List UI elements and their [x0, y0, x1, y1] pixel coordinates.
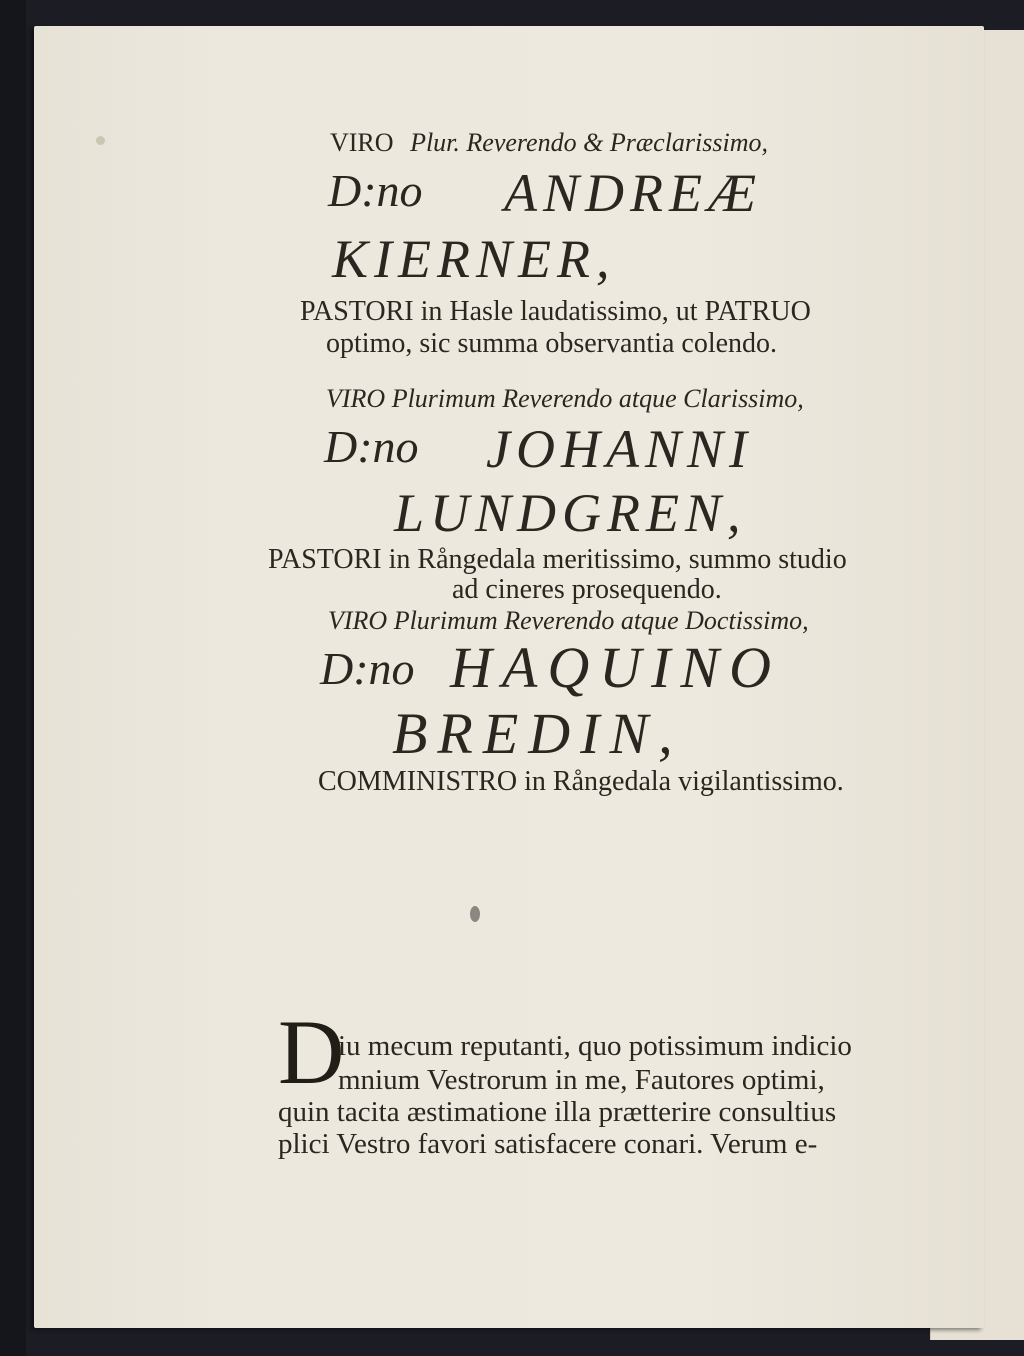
- dedication-2-title: VIRO Plurimum Reverendo atque Clarissimo,: [326, 384, 804, 413]
- drop-cap: D: [278, 1001, 345, 1103]
- dedication-1-role-line2: optimo, sic summa observantia colendo.: [326, 328, 778, 359]
- page-text: [34, 26, 984, 1328]
- dedication-3-name-first: HAQUINO: [450, 635, 781, 700]
- body-line-3: quin tacita æstimatione illa prætterire consultius: [278, 1096, 837, 1128]
- dedication-2-dno: D:no: [324, 421, 419, 472]
- dedication-2-name-first: JOHANNI: [486, 419, 753, 479]
- ink-stain: [470, 906, 480, 922]
- dedication-3-name-last: BREDIN,: [392, 701, 683, 766]
- dedication-3-title: VIRO Plurimum Reverendo atque Doctissimo,: [328, 606, 809, 635]
- dedication-3-role-line1: COMMINISTRO in Rångedala vigilantissimo.: [318, 766, 844, 797]
- dedication-1-role-line1: PASTORI in Hasle laudatissimo, ut PATRUO: [300, 296, 811, 327]
- dedication-1-title: Plur. Reverendo & Præclarissimo,: [410, 128, 769, 157]
- viro-label: VIRO: [330, 128, 394, 157]
- dedication-2-name-last: LUNDGREN,: [394, 483, 747, 543]
- paper-stain: [96, 136, 105, 145]
- dedication-1-intro: [330, 128, 768, 158]
- book-page: [34, 26, 984, 1328]
- dedication-2-role-line1: PASTORI in Rångedala meritissimo, summo studio: [268, 544, 847, 575]
- body-line-1: iu mecum reputanti, quo potissimum indicio: [338, 1030, 852, 1062]
- backdrop: [0, 0, 26, 1356]
- dedication-3-dno: D:no: [320, 643, 415, 694]
- dedication-1-name-last: KIERNER,: [332, 229, 616, 289]
- dedication-2-role-line2: ad cineres prosequendo.: [452, 574, 722, 605]
- body-line-2: mnium Vestrorum in me, Fautores optimi,: [338, 1064, 825, 1096]
- dedication-1-name-first: ANDREÆ: [504, 163, 762, 223]
- body-line-4: plici Vestro favori satisfacere conari. Verum e-: [278, 1128, 818, 1160]
- dedication-1-dno: D:no: [328, 165, 423, 216]
